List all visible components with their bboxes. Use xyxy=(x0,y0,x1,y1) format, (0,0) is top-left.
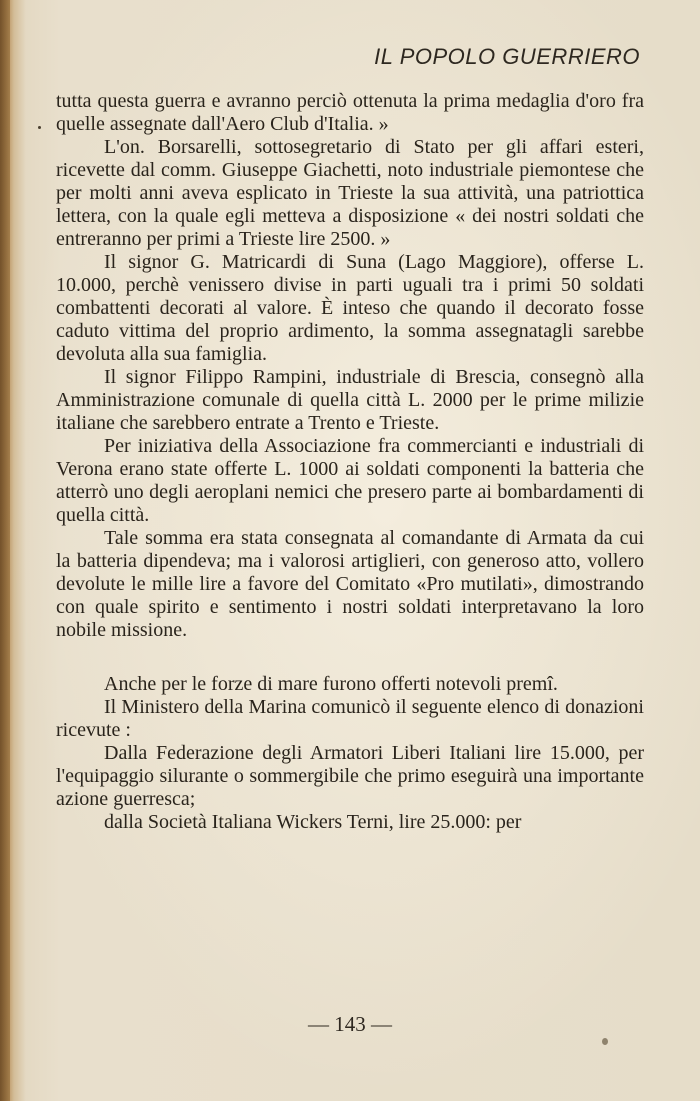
paragraph-5: Per iniziativa della Associazione fra commercianti e industriali di Verona erano state offerte L. 1000 ai soldati componenti la batteria che atterrò uno degli aeroplani nemici che presero parte ai bombardamenti di quella città. xyxy=(56,435,644,526)
paragraph-4: Il signor Filippo Rampini, industriale di Brescia, consegnò alla Amministrazione comunale di quella città L. 2000 per le prime milizie italiane che sarebbero entrate a Trento e Trieste. xyxy=(56,366,644,434)
paragraph-8: Il Ministero della Marina comunicò il seguente elenco di donazioni ricevute : xyxy=(56,696,644,741)
margin-speck xyxy=(38,126,41,129)
running-head: IL POPOLO GUERRIERO xyxy=(374,44,640,69)
page-number: — 143 — xyxy=(308,1012,392,1036)
paragraph-9: Dalla Federazione degli Armatori Liberi Italiani lire 15.000, per l'equipaggio silurante o sommergibile che primo eseguirà una importante azione guerresca; xyxy=(56,742,644,810)
paragraph-7: Anche per le forze di mare furono offerti notevoli premî. xyxy=(104,673,558,695)
paragraph-1: tutta questa guerra e avranno perciò ottenuta la prima medaglia d'oro fra quelle assegnate dall'Aero Club d'Italia. » xyxy=(56,90,644,135)
paragraph-6: Tale somma era stata consegnata al comandante di Armata da cui la batteria dipendeva; ma i valorosi artiglieri, con generoso atto, vollero devolute le mille lire a favore del Comitato «Pro mutilati», dimostrando con quale spirito e sentimento i nostri soldati interpretavano la loro nobile missione. xyxy=(56,527,644,641)
paragraph-3: Il signor G. Matricardi di Suna (Lago Maggiore), offerse L. 10.000, perchè venissero divise in parti uguali tra i primi 50 soldati combattenti decorati al valore. È inteso che quando il decorato fosse caduto vittima del proprio ardimento, la somma assegnatagli sarebbe devoluta alla sua famiglia. xyxy=(56,251,644,365)
body-text xyxy=(56,90,644,834)
page-binding-edge xyxy=(0,0,10,1101)
paragraph-2: L'on. Borsarelli, sottosegretario di Stato per gli affari esteri, ricevette dal comm. Giuseppe Giachetti, noto industriale piemontese che per molti anni aveva esplicato in Trieste la sua attività, una patriottica lettera, con la quale egli metteva a disposizione « dei nostri soldati che entreranno per primi a Trieste lire 2500. » xyxy=(56,136,644,250)
section-break xyxy=(56,642,644,673)
paragraph-10: dalla Società Italiana Wickers Terni, lire 25.000: per xyxy=(104,811,522,833)
ink-speck xyxy=(602,1038,608,1045)
